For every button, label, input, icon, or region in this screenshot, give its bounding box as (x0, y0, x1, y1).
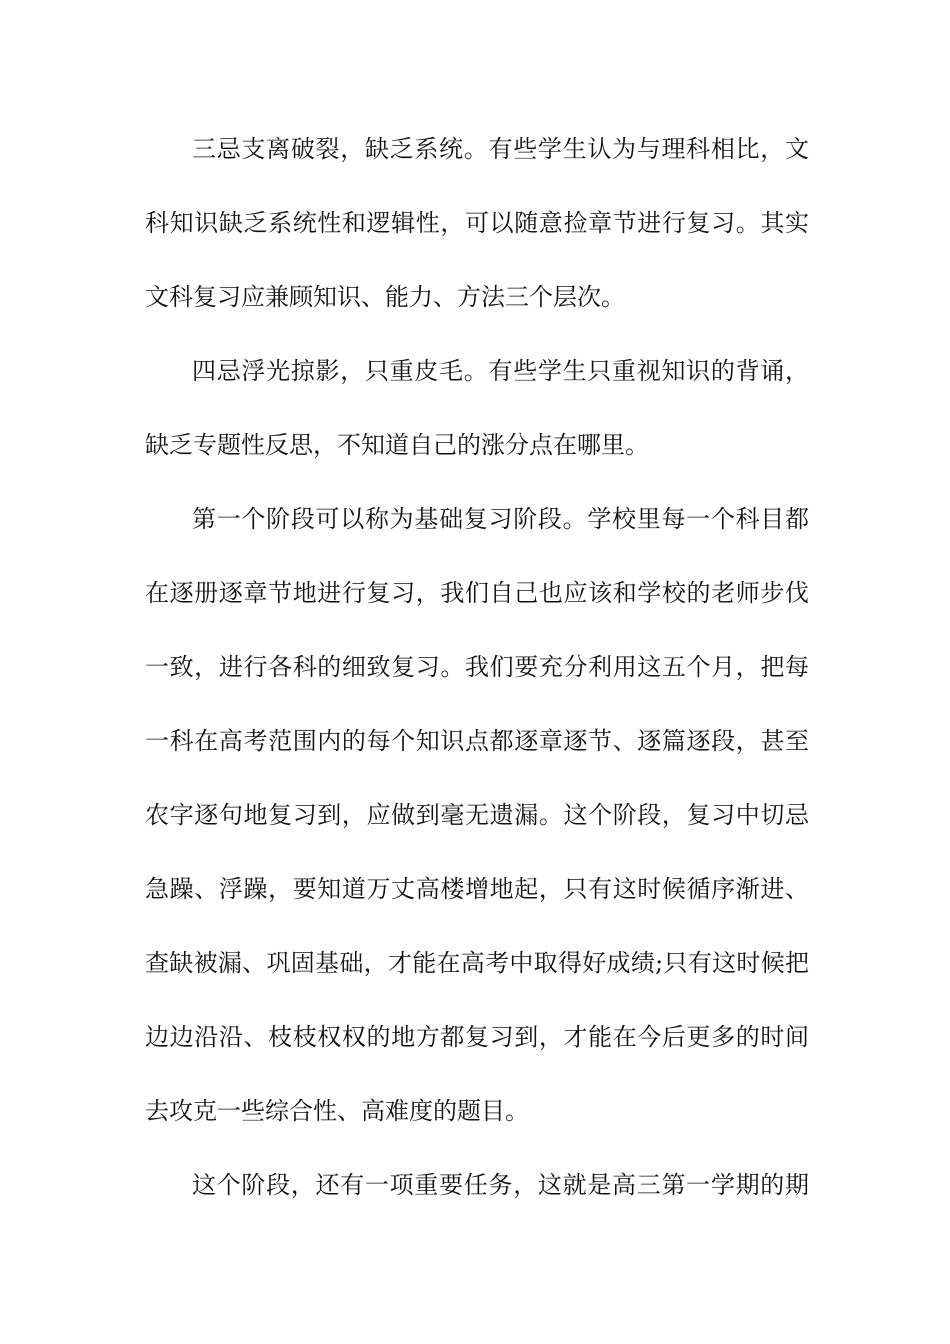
paragraph-3-line-1: 第一个阶段可以称为基础复习阶段。学校里每一个科目都 (192, 505, 809, 533)
paragraph-3-line-8: 边边沿沿、枝枝权权的地方都复习到，才能在今后更多的时间 (145, 1023, 809, 1051)
paragraph-3-line-5: 农字逐句地复习到，应做到毫无遗漏。这个阶段，复习中切忌 (145, 801, 809, 829)
paragraph-2-line-2: 缺乏专题性反思，不知道自己的涨分点在哪里。 (145, 431, 649, 459)
paragraph-4-line-1: 这个阶段，还有一项重要任务，这就是高三第一学期的期 (192, 1171, 809, 1199)
paragraph-3-line-4: 一科在高考范围内的每个知识点都逐章逐节、逐篇逐段，甚至 (145, 727, 809, 755)
paragraph-3-line-3: 一致，进行各科的细致复习。我们要充分利用这五个月，把每 (145, 653, 809, 681)
paragraph-1-line-1: 三忌支离破裂，缺乏系统。有些学生认为与理科相比，文 (192, 135, 809, 163)
paragraph-3-line-7: 查缺被漏、巩固基础，才能在高考中取得好成绩;只有这时候把 (145, 949, 809, 977)
paragraph-3-line-6: 急躁、浮躁，要知道万丈高楼增地起，只有这时候循序渐进、 (145, 875, 809, 903)
paragraph-2-line-1: 四忌浮光掠影，只重皮毛。有些学生只重视知识的背诵， (192, 357, 809, 385)
paragraph-1-line-2: 科知识缺乏系统性和逻辑性，可以随意捡章节进行复习。其实 (145, 209, 809, 237)
paragraph-1-line-3: 文科复习应兼顾知识、能力、方法三个层次。 (145, 283, 625, 311)
paragraph-3-line-9: 去攻克一些综合性、高难度的题目。 (145, 1097, 529, 1125)
paragraph-3-line-2: 在逐册逐章节地进行复习，我们自己也应该和学校的老师步伐 (145, 579, 809, 607)
